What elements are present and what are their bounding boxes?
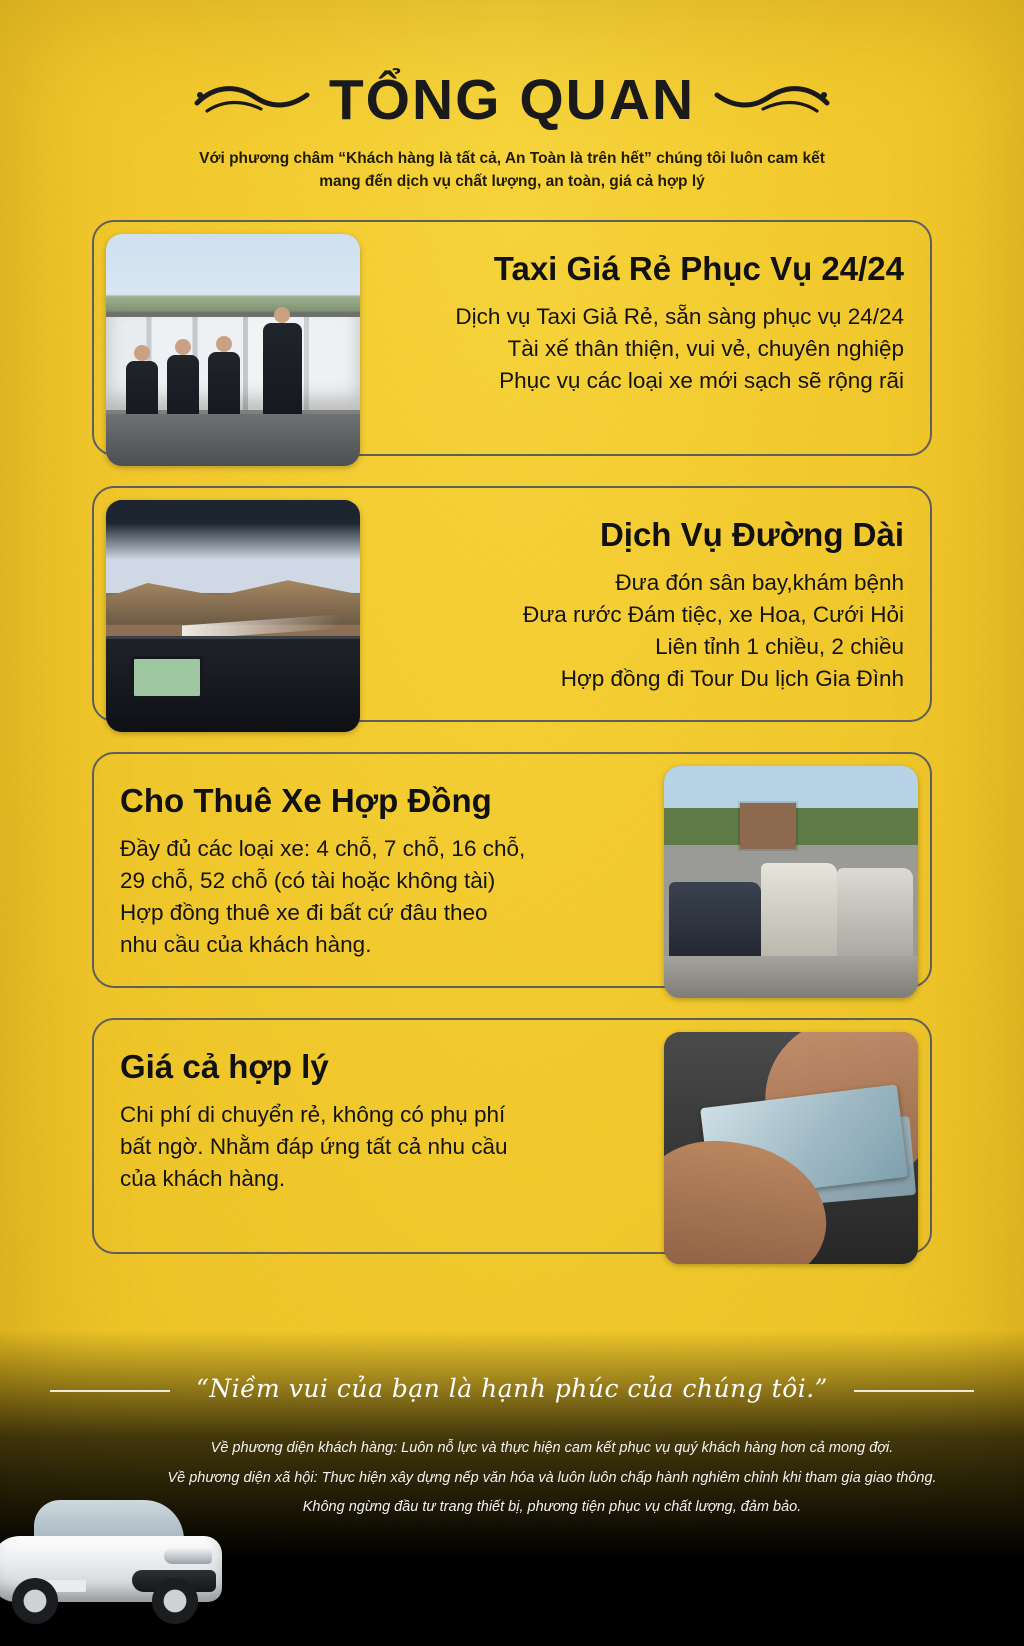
service-card-text — [120, 1099, 636, 1195]
service-card-dich-vu-duong-dai — [92, 486, 932, 722]
service-card-line: Tài xế thân thiện, vui vẻ, chuyên nghiệp — [507, 336, 904, 362]
service-card-heading: Cho Thuê Xe Hợp Đồng — [120, 781, 492, 819]
subtitle-line-2: mang đến dịch vụ chất lượng, an toàn, giá cả hợp lý — [319, 173, 705, 191]
slogan-rule-right — [854, 1390, 974, 1392]
service-card-taxi-gia-re — [92, 220, 932, 456]
page-footer — [0, 1330, 1024, 1646]
service-card-heading: Giá cả hợp lý — [120, 1047, 329, 1085]
taxi-fleet-drivers-photo — [106, 234, 360, 466]
footer-note: Về phương diện xã hội: Thực hiện xây dựng nếp văn hóa và luôn luôn chấp hành nghiêm chỉnh khi tham gia giao thông. — [167, 1469, 937, 1486]
service-card-text — [120, 833, 636, 961]
service-card-heading: Taxi Giá Rẻ Phục Vụ 24/24 — [493, 249, 904, 287]
service-card-heading: Dịch Vụ Đường Dài — [599, 515, 904, 553]
service-card-line: của khách hàng. — [120, 1166, 286, 1192]
service-card-line: Phục vụ các loại xe mới sạch sẽ rộng rãi — [499, 368, 904, 394]
page-subtitle — [142, 147, 882, 194]
parked-cars-photo — [664, 766, 918, 998]
flourish-right-icon — [711, 81, 831, 121]
service-card-line: Hợp đồng thuê xe đi bất cứ đâu theo — [120, 900, 488, 926]
footer-notes — [140, 1434, 964, 1523]
highway-dashboard-photo — [106, 500, 360, 732]
service-card-line: 29 chỗ, 52 chỗ (có tài hoặc không tài) — [120, 868, 496, 894]
sedan-car-illustration — [0, 1484, 232, 1634]
service-card-line: Đầy đủ các loại xe: 4 chỗ, 7 chỗ, 16 chỗ, — [120, 836, 526, 862]
service-card-line: Đưa rước Đám tiệc, xe Hoa, Cưới Hỏi — [522, 602, 904, 628]
service-card-cho-thue-xe-hop-dong — [92, 752, 932, 988]
flourish-left-icon — [193, 81, 313, 121]
service-card-body — [94, 754, 662, 986]
service-card-line: Đưa đón sân bay,khám bệnh — [615, 570, 904, 596]
subtitle-line-1: Với phương châm “Khách hàng là tất cả, An Toàn là trên hết” chúng tôi luôn cam kết — [199, 150, 825, 167]
service-card-body — [94, 1020, 662, 1252]
service-card-line: Dịch vụ Taxi Giả Rẻ, sẵn sàng phục vụ 24/24 — [455, 304, 904, 330]
page-title: TỔNG QUAN — [328, 68, 696, 132]
service-card-line: Chi phí di chuyển rẻ, không có phụ phí — [120, 1102, 506, 1128]
footer-slogan-row — [0, 1374, 1024, 1403]
service-card-line: Liên tỉnh 1 chiều, 2 chiều — [655, 634, 904, 660]
service-card-line: nhu cầu của khách hàng. — [120, 932, 372, 958]
service-card-line: bất ngờ. Nhằm đáp ứng tất cả nhu cầu — [120, 1134, 508, 1160]
service-card-body — [362, 222, 930, 454]
footer-slogan: “Niềm vui của bạn là hạnh phúc của chúng tôi.” — [196, 1374, 828, 1403]
cash-in-hand-photo — [664, 1032, 918, 1264]
service-card-line: Hợp đồng đi Tour Du lịch Gia Đình — [560, 666, 904, 692]
service-card-text — [388, 301, 904, 397]
footer-note: Không ngừng đầu tư trang thiết bị, phương tiện phục vụ chất lượng, đảm bảo. — [302, 1499, 802, 1516]
service-card-text — [388, 567, 904, 695]
service-card-body — [362, 488, 930, 720]
service-card-gia-ca-hop-ly — [92, 1018, 932, 1254]
service-card-list — [0, 220, 1024, 1254]
title-row — [0, 68, 1024, 132]
slogan-rule-left — [50, 1390, 170, 1392]
page-header — [0, 0, 1024, 194]
footer-note: Về phương diện khách hàng: Luôn nỗ lực và thực hiện cam kết phục vụ quý khách hàng hơn cả mong đợi. — [210, 1440, 894, 1456]
